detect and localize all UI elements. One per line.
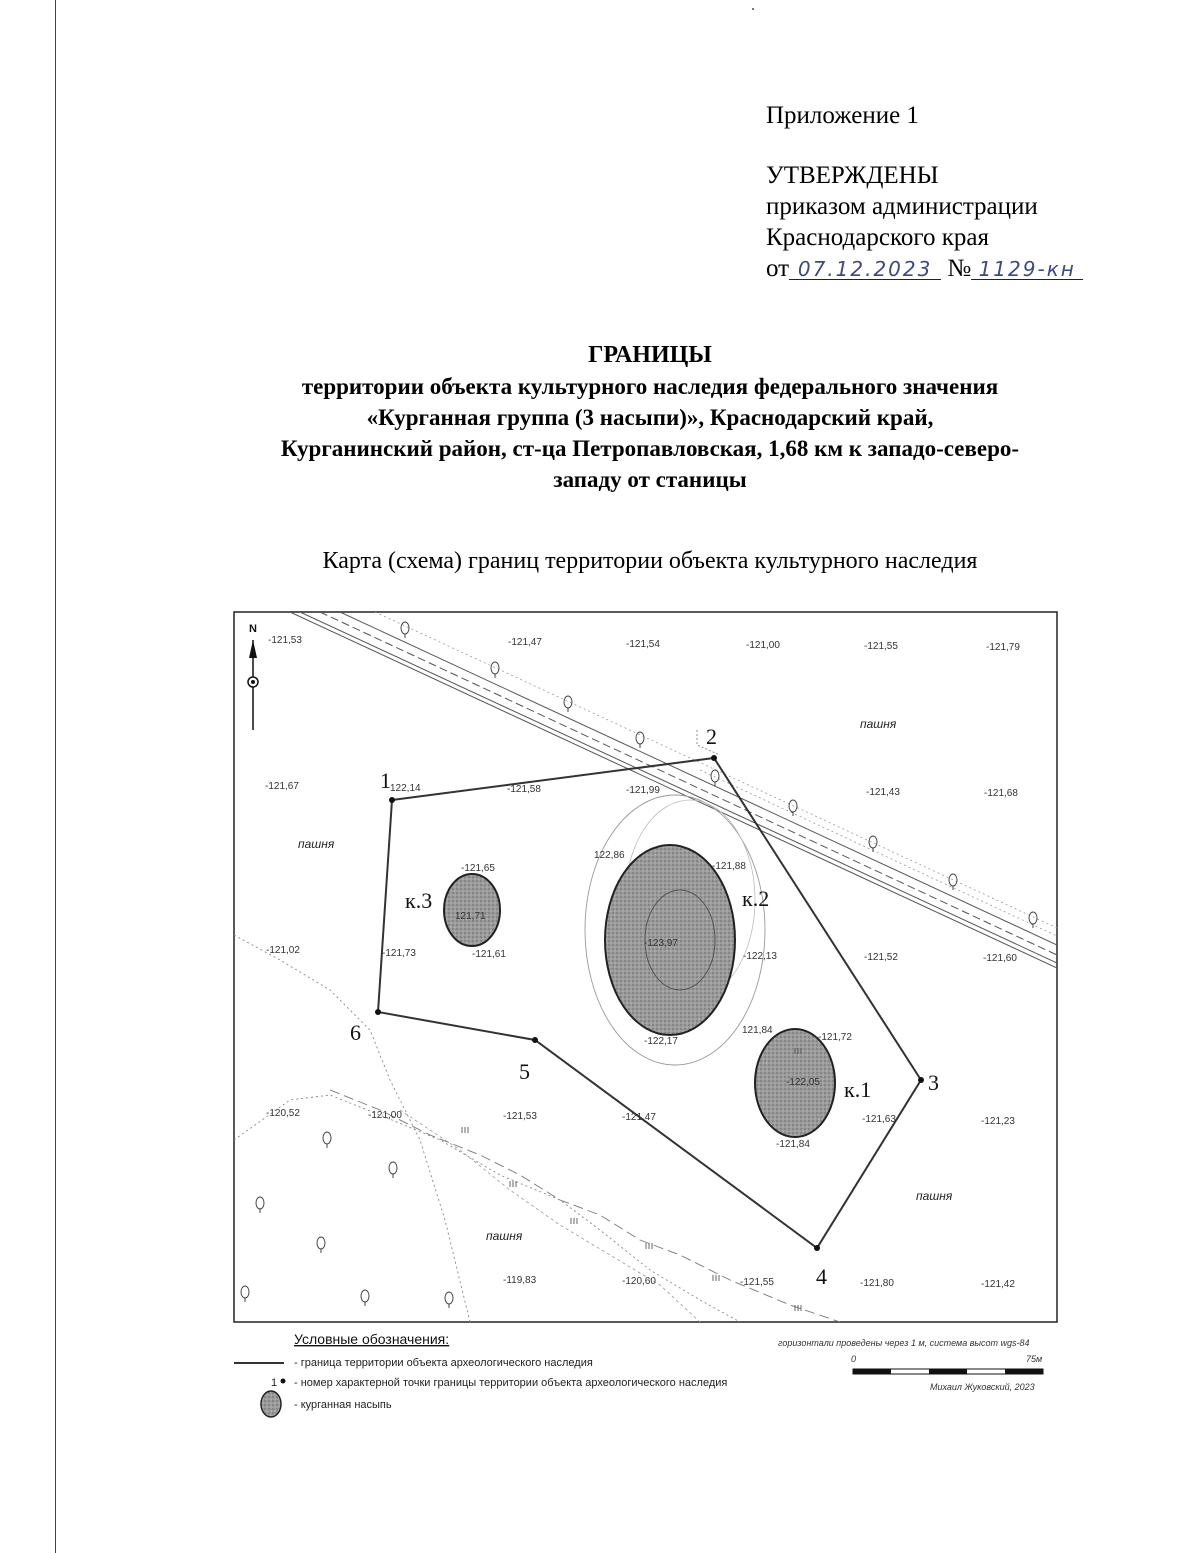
point-number-2: 2 bbox=[706, 724, 717, 749]
map-author: Михаил Жуковский, 2023 bbox=[930, 1382, 1035, 1392]
elevation-mark: -121,47 bbox=[508, 637, 542, 648]
appendix-label: Приложение 1 bbox=[766, 102, 919, 129]
mound-label-3: к.3 bbox=[405, 888, 433, 913]
title-line-4: Курганинский район, ст-ца Петропавловская, 1,68 км к западо-северо- bbox=[280, 436, 1020, 461]
point-number-4: 4 bbox=[816, 1264, 827, 1289]
field-label: пашня bbox=[916, 1189, 953, 1203]
elevation-mark: -121,54 bbox=[626, 639, 660, 650]
mound-label-1: к.1 bbox=[844, 1077, 872, 1102]
elevation-mark: -121,23 bbox=[981, 1116, 1015, 1127]
field-label: пашня bbox=[486, 1229, 523, 1243]
elevation-mark: 122,86 bbox=[594, 850, 625, 861]
elevation-mark: -123,97 bbox=[644, 938, 678, 949]
elevation-mark: 122,14 bbox=[390, 783, 421, 794]
handwritten-number: 1129-кн bbox=[971, 259, 1083, 280]
elevation-mark: -121,79 bbox=[986, 642, 1020, 653]
elevation-mark: -121,00 bbox=[746, 640, 780, 651]
elevation-mark: -121,00 bbox=[368, 1110, 402, 1121]
elevation-mark: -120,60 bbox=[622, 1276, 656, 1287]
legend-point-swatch bbox=[281, 1379, 286, 1384]
region-line: Краснодарского края bbox=[766, 224, 989, 251]
handwritten-date: 07.12.2023 bbox=[789, 259, 941, 280]
elevation-mark: -121,88 bbox=[712, 861, 746, 872]
elevation-mark: -121,55 bbox=[864, 641, 898, 652]
elevation-mark: -121,43 bbox=[866, 787, 900, 798]
elevation-mark: -122,13 bbox=[743, 951, 777, 962]
legend-point-sample: 1 bbox=[271, 1377, 278, 1389]
point-number-1: 1 bbox=[380, 768, 391, 793]
elevation-mark: -121,84 bbox=[776, 1139, 810, 1150]
order-line: приказом администрации bbox=[766, 193, 1038, 220]
date-prefix: от bbox=[766, 255, 790, 282]
approved-label: УТВЕРЖДЕНЫ bbox=[766, 162, 939, 189]
field-label: пашня bbox=[860, 717, 897, 731]
scale-zero: 0 bbox=[851, 1354, 857, 1364]
title-line-1: ГРАНИЦЫ bbox=[588, 342, 712, 368]
title-line-3: «Курганная группа (3 насыпи)», Краснодарский край, bbox=[366, 405, 934, 430]
elevation-mark: -121,47 bbox=[622, 1112, 656, 1123]
contour-note: горизонтали проведены через 1 м, система высот wgs-84 bbox=[778, 1338, 1030, 1348]
elevation-mark: -121,99 bbox=[626, 785, 660, 796]
point-number-6: 6 bbox=[350, 1020, 361, 1045]
elevation-mark: -121,60 bbox=[983, 953, 1017, 964]
elevation-mark: -121,52 bbox=[864, 952, 898, 963]
elevation-mark: -121,68 bbox=[984, 788, 1018, 799]
map-legend bbox=[234, 1331, 727, 1417]
elevation-mark: -121,53 bbox=[503, 1111, 537, 1122]
mound-3 bbox=[444, 874, 500, 946]
elevation-mark: -121,53 bbox=[268, 635, 302, 646]
elevation-mark: -121,55 bbox=[740, 1277, 774, 1288]
scale-max: 75м bbox=[1026, 1354, 1043, 1364]
number-prefix: № bbox=[947, 255, 972, 282]
elevation-mark: -119,83 bbox=[503, 1275, 537, 1286]
elevation-mark: -121,67 bbox=[265, 781, 299, 792]
point-number-3: 3 bbox=[928, 1070, 939, 1095]
field-label: пашня bbox=[298, 837, 335, 851]
elevation-mark: -122,17 bbox=[644, 1036, 678, 1047]
legend-title: Условные обозначения: bbox=[294, 1331, 450, 1347]
elevation-mark: -121,65 bbox=[461, 863, 495, 874]
point-number-5: 5 bbox=[519, 1059, 530, 1084]
legend-mound-swatch bbox=[261, 1391, 281, 1417]
title-line-5: западу от станицы bbox=[553, 467, 747, 492]
scale-bar bbox=[778, 1338, 1043, 1392]
map-caption: Карта (схема) границ территории объекта культурного наследия bbox=[322, 548, 978, 574]
elevation-mark: -121,58 bbox=[507, 784, 541, 795]
legend-point-text: - номер характерной точки границы территории объекта археологического наследия bbox=[294, 1377, 728, 1389]
title-line-2: территории объекта культурного наследия федерального значения bbox=[301, 374, 999, 399]
legend-mound-text: - курганная насыпь bbox=[294, 1399, 392, 1411]
elevation-mark: -121,63 bbox=[862, 1114, 896, 1125]
elevation-mark: 121,71 bbox=[455, 911, 486, 922]
elevation-mark: -121,42 bbox=[981, 1279, 1015, 1290]
legend-boundary-text: - граница территории объекта археологического наследия bbox=[294, 1357, 593, 1369]
elevation-mark: -121,80 bbox=[860, 1278, 894, 1289]
elevation-mark: -121,72 bbox=[818, 1032, 852, 1043]
mound-label-2: к.2 bbox=[742, 886, 770, 911]
elevation-mark: -121,02 bbox=[266, 945, 300, 956]
elevation-mark: -121,61 bbox=[472, 949, 506, 960]
north-letter: N bbox=[249, 623, 257, 635]
elevation-mark: 121,84 bbox=[742, 1025, 773, 1036]
elevation-mark: -122,05 bbox=[786, 1077, 820, 1088]
elevation-mark: -120,52 bbox=[266, 1108, 300, 1119]
elevation-mark: -121,73 bbox=[382, 948, 416, 959]
